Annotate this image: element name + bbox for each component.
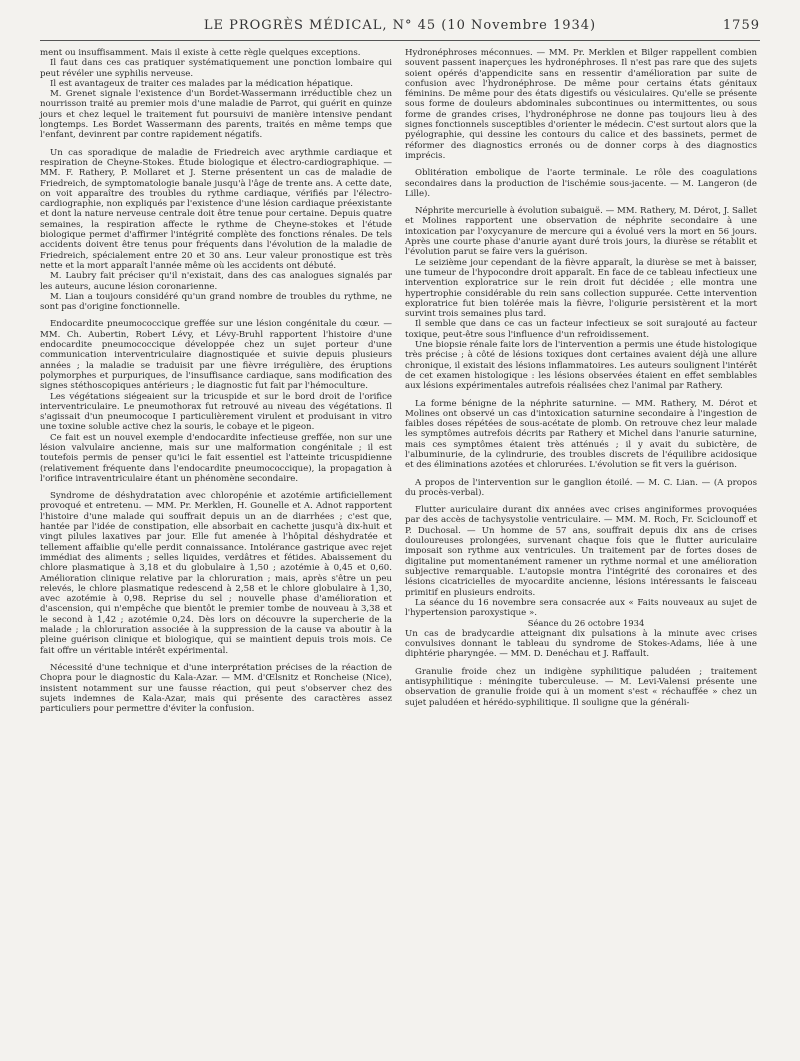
section-paragraph: Granulie froide chez un indigène syphilitique paludéen ; traitement antisyphilitique : méningite tuberculeuse. — M. Levi-Valensi présente une observation de granulie froide qui à un moment s'est « réchauffée » chez un sujet paludéen et hérédo-syphilitique. Il souligne que la générali-	[405, 666, 757, 708]
section-paragraph: Un cas de bradycardie atteignant dix pulsations à la minute avec crises convulsives donnant le tableau du syndrome de Stokes-Adams, liée à une diphtérie pharyngée. — MM. D. Denéchau et J. Raffault.	[405, 628, 757, 660]
paragraph: M. Lian a toujours considéré qu'un grand nombre de troubles du rythme, ne sont pas d'origine fonctionnelle.	[40, 291, 392, 313]
section-paragraph: Nécessité d'une technique et d'une interprétation précises de la réaction de Chopra pour le diagnostic du Kala-Azar. — MM. d'Œlsnitz et Roncheise (Nice), insistent notamment sur une fausse réaction, qui peut s'observer chez des sujets indemnes de Kala-Azar, mais qui présente des caractères assez particuliers pour permettre d'éviter la confusion.	[40, 662, 392, 715]
session-heading: Séance du 26 octobre 1934	[527, 618, 645, 629]
section-paragraph: Hydronéphroses méconnues. — MM. Pr. Merklen et Bilger rappellent combien souvent passent inaperçues les hydronéphroses. Il n'est pas rare que des sujets soient opérés d'appendicite sans en ressentir d'amélioration par suite de confusion avec l'hydronéphrose. De même pour certains états génitaux féminins. De même pour des états digestifs ou vésiculaires. Qu'elle se présente sous forme de douleurs abdominales subcontinues ou intermittentes, ou sous forme de grandes crises, l'hydronéphrose ne donne pas toujours lieu à des signes fonctionnels susceptibles d'orienter le médecin. C'est surtout alors que la pyélographie, qui dessine les contours du calice et des bassinets, permet de réformer des diagnostics erronés ou de donner corps à des diagnostics imprécis.	[405, 48, 757, 161]
paragraph: Le seizième jour cependant de la fièvre apparaît, la diurèse se met à baisser, une tumeur de l'hypocondre droit apparaît. En face de ce tableau infectieux une intervention exploratrice sur le rein droit fut décidée ; elle montra une hypertrophie considérable du rein sans collection suppurée. Cette intervention exploratrice fut bien tolérée mais la fièvre, l'oligurie persistèrent et la mort survint trois semaines plus tard.	[405, 257, 757, 320]
paragraph: M. Grenet signale l'existence d'un Bordet-Wassermann irréductible chez un nourrisson traité au premier mois d'une maladie de Parrot, qui guérit en quinze jours et chez lequel le traitement fut poursuivi de manière intensive pendant longtemps. Les Bordet Wassermann des parents, traités en même temps que l'enfant, devinrent par contre rapidement négatifs.	[40, 89, 392, 141]
journal-title: LE PROGRÈS MÉDICAL, N° 45 (10 Novembre 1934)	[203, 18, 597, 33]
section-paragraph: Un cas sporadique de maladie de Friedreich avec arythmie cardiaque et respiration de Cheyne-Stokes. Étude biologique et électro-cardiographique. — MM. F. Rathery, P. Mollaret et J. Sterne présentent un cas de maladie de Friedreich, de symptomatologie banale jusqu'à l'âge de trente ans. A cette date, on voit apparaître des troubles du rythme cardiaque, vérifiés par l'électro-cardiographie, non expliqués par l'existence d'une lésion cardiaque préexistante et dont la nature nerveuse centrale doit être tenue pour certaine. Depuis quatre semaines, la respiration affecte le rythme de Cheyne-stokes et l'étude biologique permet d'affirmer l'intégrité complète des fonctions rénales. De tels accidents doivent être tenus pour fréquents dans l'évolution de la maladie de Friedreich, spécialement entre 20 et 30 ans. Leur valeur pronostique est très nette et la mort apparaît l'année même où les accidents ont débuté.	[40, 147, 392, 271]
paragraph: Il semble que dans ce cas un facteur infectieux se soit surajouté au facteur toxique, peut-être sous l'influence d'un refroidissement.	[405, 319, 757, 340]
paragraph: Il faut dans ces cas pratiquer systématiquement une ponction lombaire qui peut révéler une syphilis nerveuse.	[40, 58, 392, 79]
right-column	[405, 48, 757, 708]
section-paragraph: Endocardite pneumococcique greffée sur une lésion congénitale du cœur. — MM. Ch. Aubertin, Robert Lévy, et Lévy-Bruhl rapportent l'histoire d'une endocardite pneumococcique développée chez un sujet porteur d'une communication interventriculaire diagnostiquée et suivie depuis plusieurs années ; la maladie se traduisit par une fièvre irrégulière, des éruptions polymorphes et purpuriques, de l'insuffisance cardiaque, sans modification des signes stéthoscopiques antérieurs ; le diagnostic fut fait par l'hémoculture.	[40, 319, 392, 392]
page-number: 1759	[722, 18, 760, 33]
section-paragraph: La forme bénigne de la néphrite saturnine. — MM. Rathery, M. Dérot et Molines ont observé un cas d'intoxication saturnine secondaire à l'ingestion de faibles doses répétées de sous-acétate de plomb. On retrouve chez leur malade les symptômes autrefois décrits par Rathery et Michel dans l'anurie saturnine, mais ces symptômes étaient très atténués ; il y avait du subictère, de l'albuminurie, de la cylindrurie, des troubles discrets de l'équilibre acidosique et des éliminations azotées et chlorurées. L'évolution se fit vers la guérison.	[405, 398, 757, 471]
paragraph: ment ou insuffisamment. Mais il existe à cette règle quelques exceptions.	[40, 48, 361, 58]
left-column	[40, 48, 392, 714]
running-header	[40, 18, 760, 41]
section-paragraph: Néphrite mercurielle à évolution subaiguë. — MM. Rathery, M. Dérot, J. Sallet et Molines rapportent une observation de néphrite secondaire à une intoxication par l'oxycyanure de mercure qui a évolué vers la mort en 56 jours. Après une courte phase d'anurie ayant duré trois jours, la diurèse se rétablit et l'évolution parut se faire vers la guérison.	[405, 206, 757, 258]
section-paragraph: Oblitération embolique de l'aorte terminale. Le rôle des coagulations secondaires dans la production de l'ischémie sous-jacente. — M. Langeron (de Lille).	[405, 168, 757, 199]
section-paragraph: A propos de l'intervention sur le ganglion étoilé. — M. C. Lian. — (A propos du procès-verbal).	[405, 477, 757, 498]
paragraph: Les végétations siégeaient sur la tricuspide et sur le bord droit de l'orifice interventriculaire. Le pneumothorax fut retrouvé au niveau des végétations. Il s'agissait d'un pneumocoque I particulièrement virulent et produisant in vitro une toxine soluble active chez la souris, le cobaye et le pigeon.	[40, 391, 392, 433]
paragraph: M. Laubry fait préciser qu'il n'existait, dans des cas analogues signalés par les auteurs, aucune lésion coronarienne.	[40, 271, 392, 292]
paragraph: La séance du 16 novembre sera consacrée aux « Faits nouveaux au sujet de l'hypertension paroxystique ».	[405, 597, 757, 619]
paragraph: Il est avantageux de traiter ces malades par la médication hépatique.	[50, 78, 353, 89]
section-paragraph: Flutter auriculaire durant dix années avec crises anginiformes provoquées par des accès de tachysystolie ventriculaire. — MM. M. Roch, Fr. Sciclounoff et P. Duchosal. — Un homme de 57 ans, souffrait depuis dix ans de crises douloureuses prolongées, survenant chaque fois que le flutter auriculaire imposait son rythme aux ventricules. Un traitement par de fortes doses de digitaline put momentanément ramener un rythme normal et une amélioration subjective remarquable. L'autopsie montra l'intégrité des coronaires et des lésions cicatricielles de myocardite ancienne, lésions intéressants le faisceau primitif en plusieurs endroits.	[405, 505, 757, 598]
paragraph: Ce fait est un nouvel exemple d'endocardite infectieuse greffée, non sur une lésion valvulaire ancienne, mais sur une malformation congénitale ; il est toutefois permis de penser qu'ici le fait essentiel est l'atteinte tricuspidienne (relativement fréquente dans l'endocardite pneumococcique), la propagation à l'orifice intraventriculaire étant un phénomène secondaire.	[40, 432, 392, 484]
paragraph: Une biopsie rénale faite lors de l'intervention a permis une étude histologique très précise ; à côté de lésions toxiques dont certaines avaient déjà une allure chronique, il existait des lésions inflammatoires. Les auteurs soulignent l'intérêt de cet examen histologique : les lésions observées étaient en effet semblables aux lésions expérimentales autrefois réalisées chez l'animal par Rathery.	[405, 340, 757, 392]
section-paragraph: Syndrome de déshydratation avec chloropénie et azotémie artificiellement provoqué et entretenu. — MM. Pr. Merklen, H. Gounelle et A. Adnot rapportent l'histoire d'une malade qui souffrait depuis un an de diarrhées ; c'est que, hantée par l'idée de constipation, elle absorbait en cachette jusqu'à dix-huit et vingt pilules laxatives par jour. Elle fut amenée à l'hôpital déshydratée et tellement affaiblie qu'elle perdit connaissance. Intolérance gastrique avec rejet immédiat des aliments ; selles liquides, verdâtres et fétides. Abaissement du chlore plasmatique à 3,18 et du globulaire à 1,50 ; azotémie à 0,45 et 0,60. Amélioration clinique relative par la chloruration ; mais, après s'être un peu relevés, le chlore plasmatique redescend à 2,58 et le chlore globulaire à 1,30, avec azotémie à 0,98. Reprise du sel ; nouvelle phase d'amélioration et d'ascension, qui n'empêche que bientôt le premier tombe de nouveau à 3,38 et le second à 1,42 ; azotémie 0,24. Dès lors on découvre la supercherie de la malade ; la chloruration associée à la suppression de la cause va aboutir à la pleine guérison clinique et biologique, qui se maintient depuis trois mois. Ce fait offre un véritable intérêt expérimental.	[40, 491, 392, 656]
